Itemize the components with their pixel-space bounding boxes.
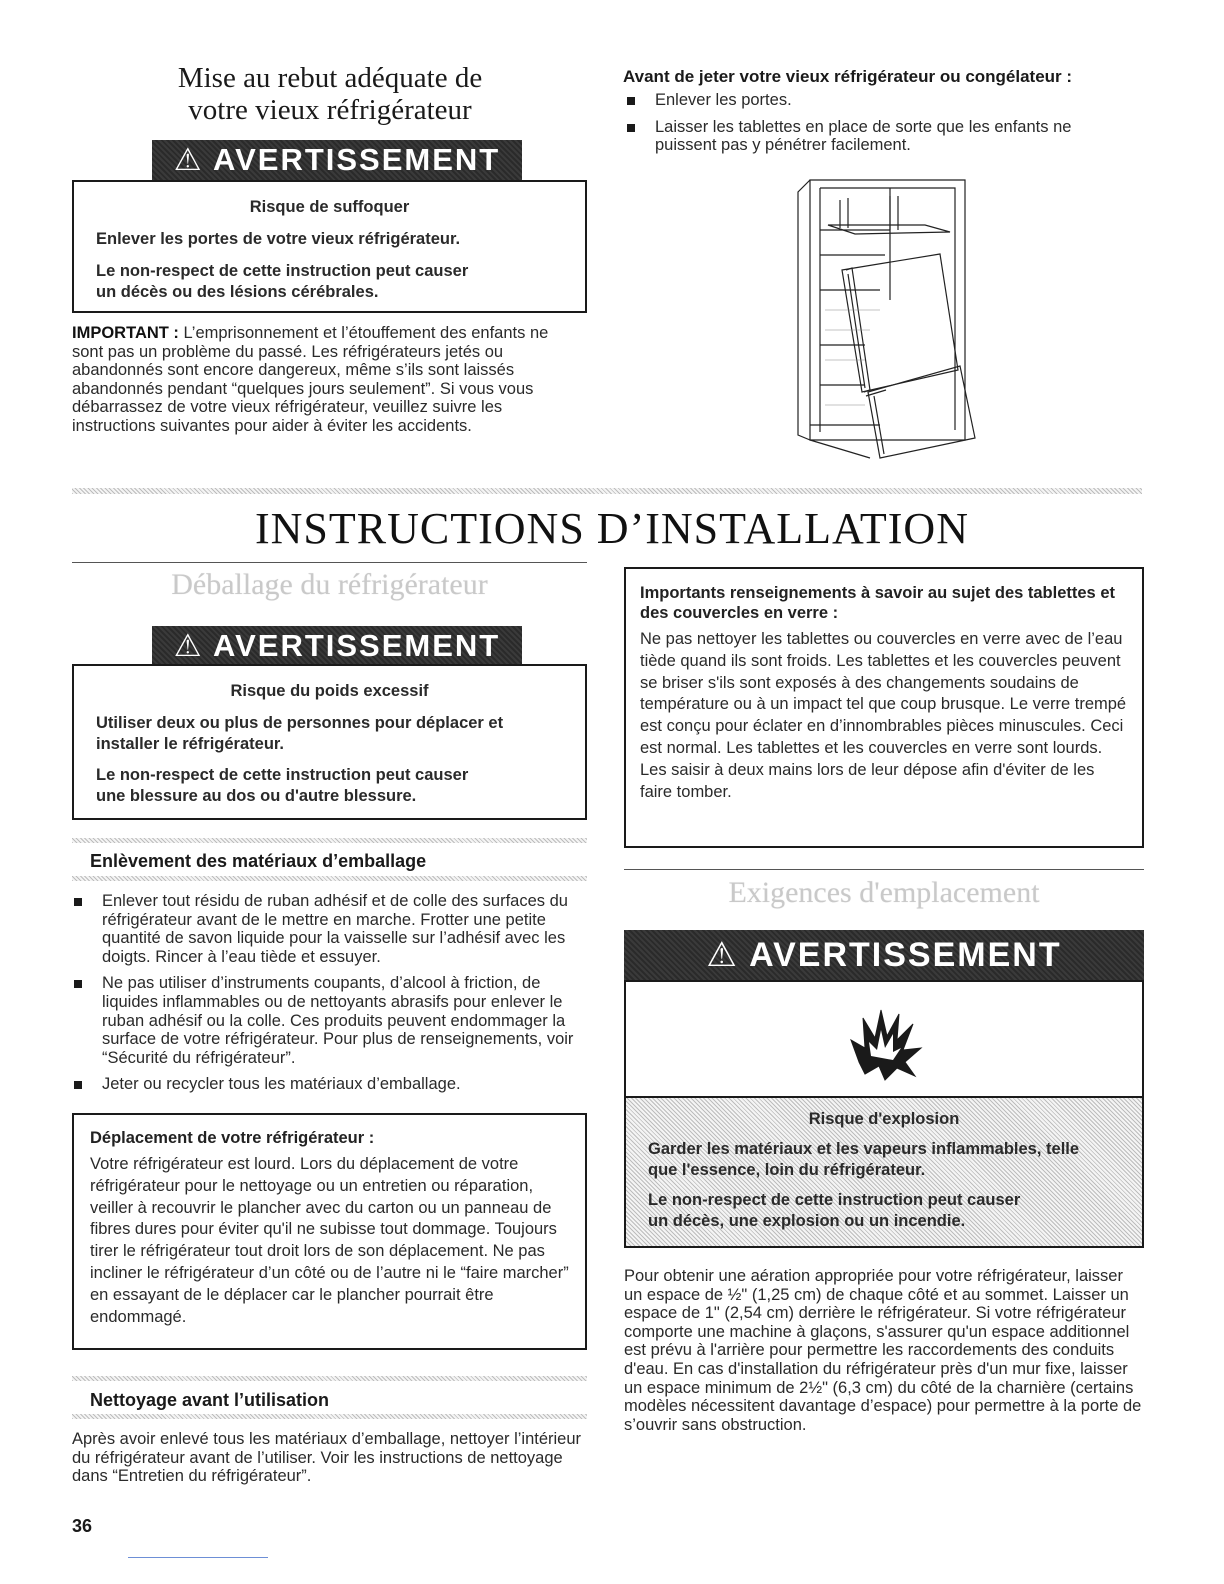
disposal-title-line1: Mise au rebut adéquate de	[177, 62, 483, 94]
section-title-unpacking: Déballage du réfrigérateur	[171, 568, 488, 601]
important-line: débarrassez de votre vieux réfrigérateur, veuillez suivre les	[72, 398, 503, 417]
before-discard-list	[623, 91, 1123, 163]
important-paragraph	[72, 324, 592, 436]
moving-info-box	[72, 1113, 587, 1350]
warning-consequence-line2: une blessure au dos ou d'autre blessure.	[96, 787, 417, 805]
warning-box-explosion	[624, 1096, 1144, 1248]
warning-banner-explosion: ⚠ AVERTISSEMENT	[624, 930, 1144, 980]
divider	[72, 1376, 587, 1381]
important-line: sont pas un problème du passé. Les réfrigérateurs jetés ou	[72, 342, 504, 361]
packing-heading: Enlèvement des matériaux d’emballage	[90, 851, 427, 871]
warning-instruction-line1: Utiliser deux ou plus de personnes pour déplacer et	[96, 714, 504, 732]
cleaning-text: Après avoir enlevé tous les matériaux d’emballage, nettoyer l’intérieur du réfrigérateur avant de l’utiliser. Voir les instructions de nettoyage dans “Entretien du réfrigérateur”.	[72, 1430, 582, 1486]
divider	[72, 876, 587, 881]
cleaning-heading: Nettoyage avant l’utilisation	[90, 1390, 330, 1410]
section-title-location: Exigences d'emplacement	[728, 876, 1040, 909]
footer-rule	[128, 1557, 268, 1558]
section-divider	[72, 488, 1142, 494]
page-number: 36	[72, 1516, 93, 1536]
warning-consequence-line1: Le non-respect de cette instruction peut causer	[96, 766, 469, 784]
important-label: IMPORTANT :	[72, 324, 179, 342]
important-line: L’emprisonnement et l’étouffement des enfants ne	[183, 324, 549, 342]
warning-consequence-line2: un décès, une explosion ou un incendie.	[648, 1212, 966, 1230]
list-item: Enlever tout résidu de ruban adhésif et de colle des surfaces du réfrigérateur avant de le mettre en marche. Frotter une petite quantité de savon liquide pour la vaisselle sur l’adhésif avec les doigts. Rincer à l’eau tiède et essuyer.	[70, 892, 582, 966]
glass-info-box	[624, 567, 1144, 848]
glass-box-text: Ne pas nettoyer les tablettes ou couvercles en verre avec de l’eau tiède quand ils sont froids. Les tablettes et les couvercles peuvent se briser s'ils sont exposés à des changements soudains de température ou à un impact tel que coup brusque. Le verre trempé est conçu pour éclater en d’innombrables pièces minuscules. Ceci est normal. Les tablettes et les couvercles en verre sont lourds. Les saisir à deux mains lors de leur dépose afin d'éviter de les faire tomber.	[640, 630, 1127, 801]
warning-risk: Risque de suffoquer	[249, 198, 410, 216]
warning-instruction-line2: que l'essence, loin du réfrigérateur.	[648, 1161, 926, 1179]
warning-banner-weight: ⚠ AVERTISSEMENT	[152, 626, 522, 666]
warning-risk: Risque du poids excessif	[230, 682, 429, 700]
list-item: Laisser les tablettes en place de sorte que les enfants ne puissent pas y pénétrer facilement.	[623, 118, 1123, 155]
explosion-icon	[841, 994, 931, 1084]
warning-box-weight	[72, 664, 587, 820]
disposal-title	[70, 62, 590, 126]
list-item: Ne pas utiliser d’instruments coupants, d’alcool à friction, de liquides inflammables ou de nettoyants abrasifs pour enlever le ruban adhésif ou la colle. Ces produits peuvent endommager la surface de votre réfrigérateur. Pour plus de renseignements, voir “Sécurité du réfrigérateur”.	[70, 974, 582, 1067]
warning-consequence-line2: un décès ou des lésions cérébrales.	[96, 283, 379, 301]
warning-consequence-line1: Le non-respect de cette instruction peut causer	[648, 1191, 1021, 1209]
page-title: INSTRUCTIONS D’INSTALLATION	[255, 504, 969, 553]
warning-instruction-line1: Garder les matériaux et les vapeurs inflammables, telle	[648, 1140, 1080, 1158]
warning-consequence-line1: Le non-respect de cette instruction peut causer	[96, 262, 469, 280]
disposal-title-line2: votre vieux réfrigérateur	[188, 94, 472, 126]
warning-instruction-line2: installer le réfrigérateur.	[96, 735, 285, 753]
list-item: Enlever les portes.	[623, 91, 1123, 110]
important-line: abandonnés pendant “quelques jours seulement”. Si vous vous	[72, 379, 534, 398]
divider	[72, 838, 587, 843]
warning-banner-suffocation: ⚠ AVERTISSEMENT	[152, 140, 522, 180]
refrigerator-illustration	[770, 170, 990, 470]
explosion-icon-area	[624, 980, 1144, 1096]
before-discard-heading: Avant de jeter votre vieux réfrigérateur ou congélateur :	[623, 67, 1073, 86]
rule	[72, 562, 587, 563]
important-line: instructions suivantes pour aider à éviter les accidents.	[72, 416, 472, 435]
warning-risk: Risque d'explosion	[808, 1110, 960, 1128]
warning-instruction: Enlever les portes de votre vieux réfrigérateur.	[96, 230, 461, 248]
warning-box-suffocation	[72, 180, 587, 313]
glass-box-heading: Importants renseignements à savoir au sujet des tablettes et des couvercles en verre :	[640, 584, 1115, 622]
list-item: Jeter ou recycler tous les matériaux d’emballage.	[70, 1075, 582, 1094]
rule	[624, 869, 1144, 870]
location-text: Pour obtenir une aération appropriée pour votre réfrigérateur, laisser un espace de ½" (1,25 cm) de chaque côté et au sommet. Laisser un espace de 1" (2,54 cm) derrière le réfrigérateur. Si votre réfrigérateur comporte une machine à glaçons, s'assurer qu'un espace additionnel est prévu à l'arrière pour permettre les raccordements des conduits d'eau. En cas d'installation du réfrigérateur près d'un mur fixe, laisser un espace minimum de 2½" (6,3 cm) du côté de la charnière (certains modèles nécessitent davantage d’espace) pour permettre à la porte de s’ouvrir sans obstruction.	[624, 1267, 1142, 1434]
packing-list	[70, 892, 582, 1094]
moving-box-heading: Déplacement de votre réfrigérateur :	[90, 1129, 375, 1147]
moving-box-text: Votre réfrigérateur est lourd. Lors du déplacement de votre réfrigérateur pour le nettoyage ou un entretien ou réparation, veiller à recouvrir le plancher avec du carton ou un panneau de fibres dures pour éviter qu'il ne subisse tout dommage. Toujours tirer le réfrigérateur tout droit lors de son déplacement. Ne pas incliner le réfrigérateur d’un côté ou de l’autre ni le “faire marcher” en essayant de le déplacer car le plancher pourrait être endommagé.	[90, 1155, 569, 1326]
important-line: abandonnés sont encore dangereux, même s’ils sont laissés	[72, 361, 515, 380]
divider	[72, 1414, 587, 1419]
